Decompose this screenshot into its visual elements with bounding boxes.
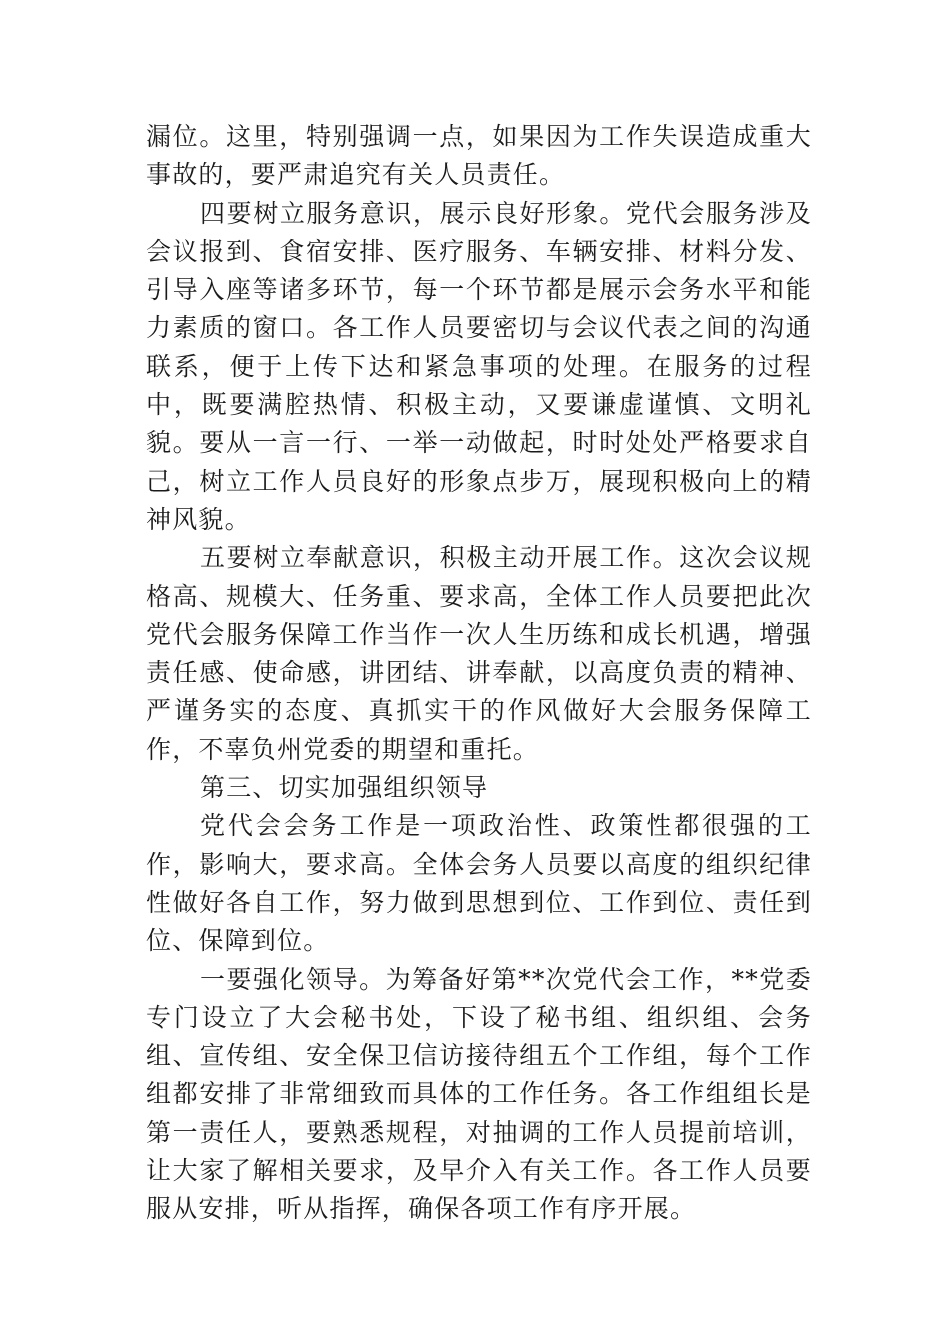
paragraph-service-awareness: 四要树立服务意识，展示良好形象。党代会服务涉及会议报到、食宿安排、医疗服务、车辆安排、材料分发、引导入座等诸多环节，每一个环节都是展示会务水平和能力素质的窗口。各工作人员要密切与会议代表之间的沟通联系，便于上传下达和紧急事项的处理。在服务的过程中，既要满腔热情、积极主动，又要谦虚谨慎、文明礼貌。要从一言一行、一举一动做起，时时处处严格要求自己，树立工作人员良好的形象点步万，展现积极向上的精神风貌。	[146, 198, 812, 534]
section-heading: 第三、切实加强组织领导	[200, 773, 489, 803]
paragraph-continuation: 漏位。这里，特别强调一点，如果因为工作失误造成重大事故的，要严肃追究有关人员责任。	[146, 122, 812, 190]
document-body	[146, 118, 812, 1229]
paragraph-section-intro: 党代会会务工作是一项政治性、政策性都很强的工作，影响大，要求高。全体会务人员要以高度的组织纪律性做好各自工作，努力做到思想到位、工作到位、责任到位、保障到位。	[146, 811, 812, 956]
paragraph-strengthen-leadership: 一要强化领导。为筹备好第**次党代会工作，**党委专门设立了大会秘书处，下设了秘书组、组织组、会务组、宣传组、安全保卫信访接待组五个工作组，每个工作组都安排了非常细致而具体的工作任务。各工作组组长是第一责任人，要熟悉规程，对抽调的工作人员提前培训，让大家了解相关要求，及早介入有关工作。各工作人员要服从安排，听从指挥，确保各项工作有序开展。	[146, 964, 812, 1224]
paragraph-dedication-awareness: 五要树立奉献意识，积极主动开展工作。这次会议规格高、规模大、任务重、要求高，全体工作人员要把此次党代会服务保障工作当作一次人生历练和成长机遇，增强责任感、使命感，讲团结、讲奉献，以高度负责的精神、严谨务实的态度、真抓实干的作风做好大会服务保障工作，不辜负州党委的期望和重托。	[146, 543, 812, 764]
